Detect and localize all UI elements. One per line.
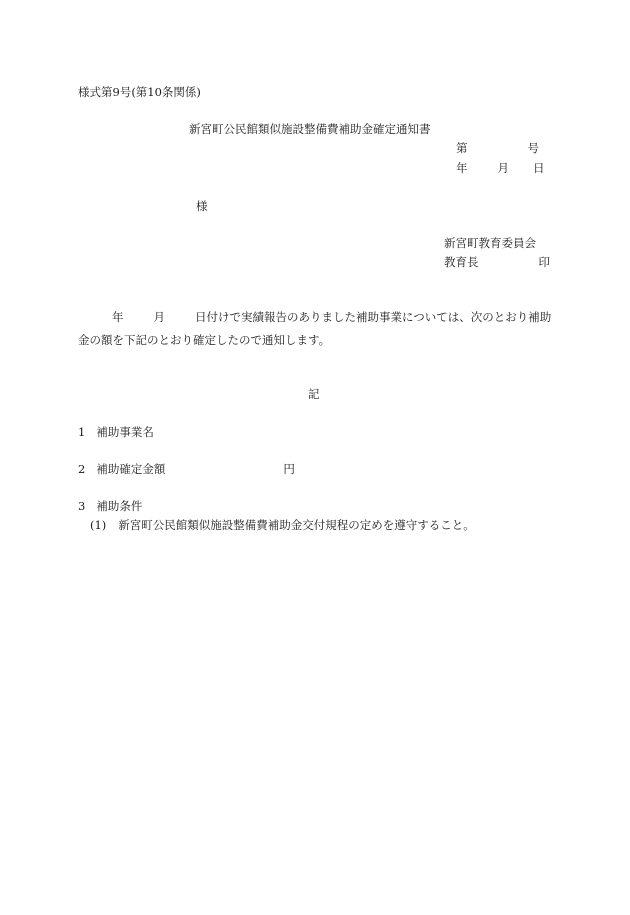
condition-item [90, 518, 475, 532]
date-year: 年 [456, 161, 468, 175]
document-number [456, 141, 539, 155]
issuer-signature [444, 255, 550, 269]
item-label: 補助条件 [96, 499, 143, 513]
body-text: 日付けで実績報告のありました補助事業については、次のとおり補助金の額を下記のとおり確定したので通知します。 [78, 310, 552, 347]
number-prefix: 第 [456, 141, 468, 155]
item-conditions [78, 499, 142, 513]
date-day: 日 [533, 161, 545, 175]
ki-heading: 記 [308, 387, 320, 401]
document-title: 新宮町公民館類似施設整備費補助金確定通知書 [189, 122, 431, 136]
seal-mark: 印 [538, 255, 550, 269]
document-date [456, 161, 545, 175]
date-month: 月 [497, 161, 509, 175]
form-label: 様式第9号(第10条関係) [78, 85, 201, 99]
issuer-position: 教育長 [444, 255, 479, 269]
item-project-name [78, 425, 154, 439]
condition-number: (1) [90, 518, 107, 532]
addressee-suffix: 様 [196, 199, 208, 213]
body-month: 月 [153, 310, 165, 324]
number-suffix: 号 [527, 141, 539, 155]
item-label: 補助事業名 [96, 425, 154, 439]
body-paragraph [78, 306, 558, 352]
item-number: 2 [78, 462, 86, 476]
item-number: 3 [78, 499, 86, 513]
item-label: 補助確定金額 [96, 462, 166, 476]
issuer-organization: 新宮町教育委員会 [444, 236, 536, 250]
item-confirmed-amount [78, 462, 295, 476]
condition-text: 新宮町公民館類似施設整備費補助金交付規程の定めを遵守すること。 [118, 518, 475, 532]
body-year: 年 [112, 310, 124, 324]
item-number: 1 [78, 425, 86, 439]
amount-unit: 円 [283, 462, 295, 476]
